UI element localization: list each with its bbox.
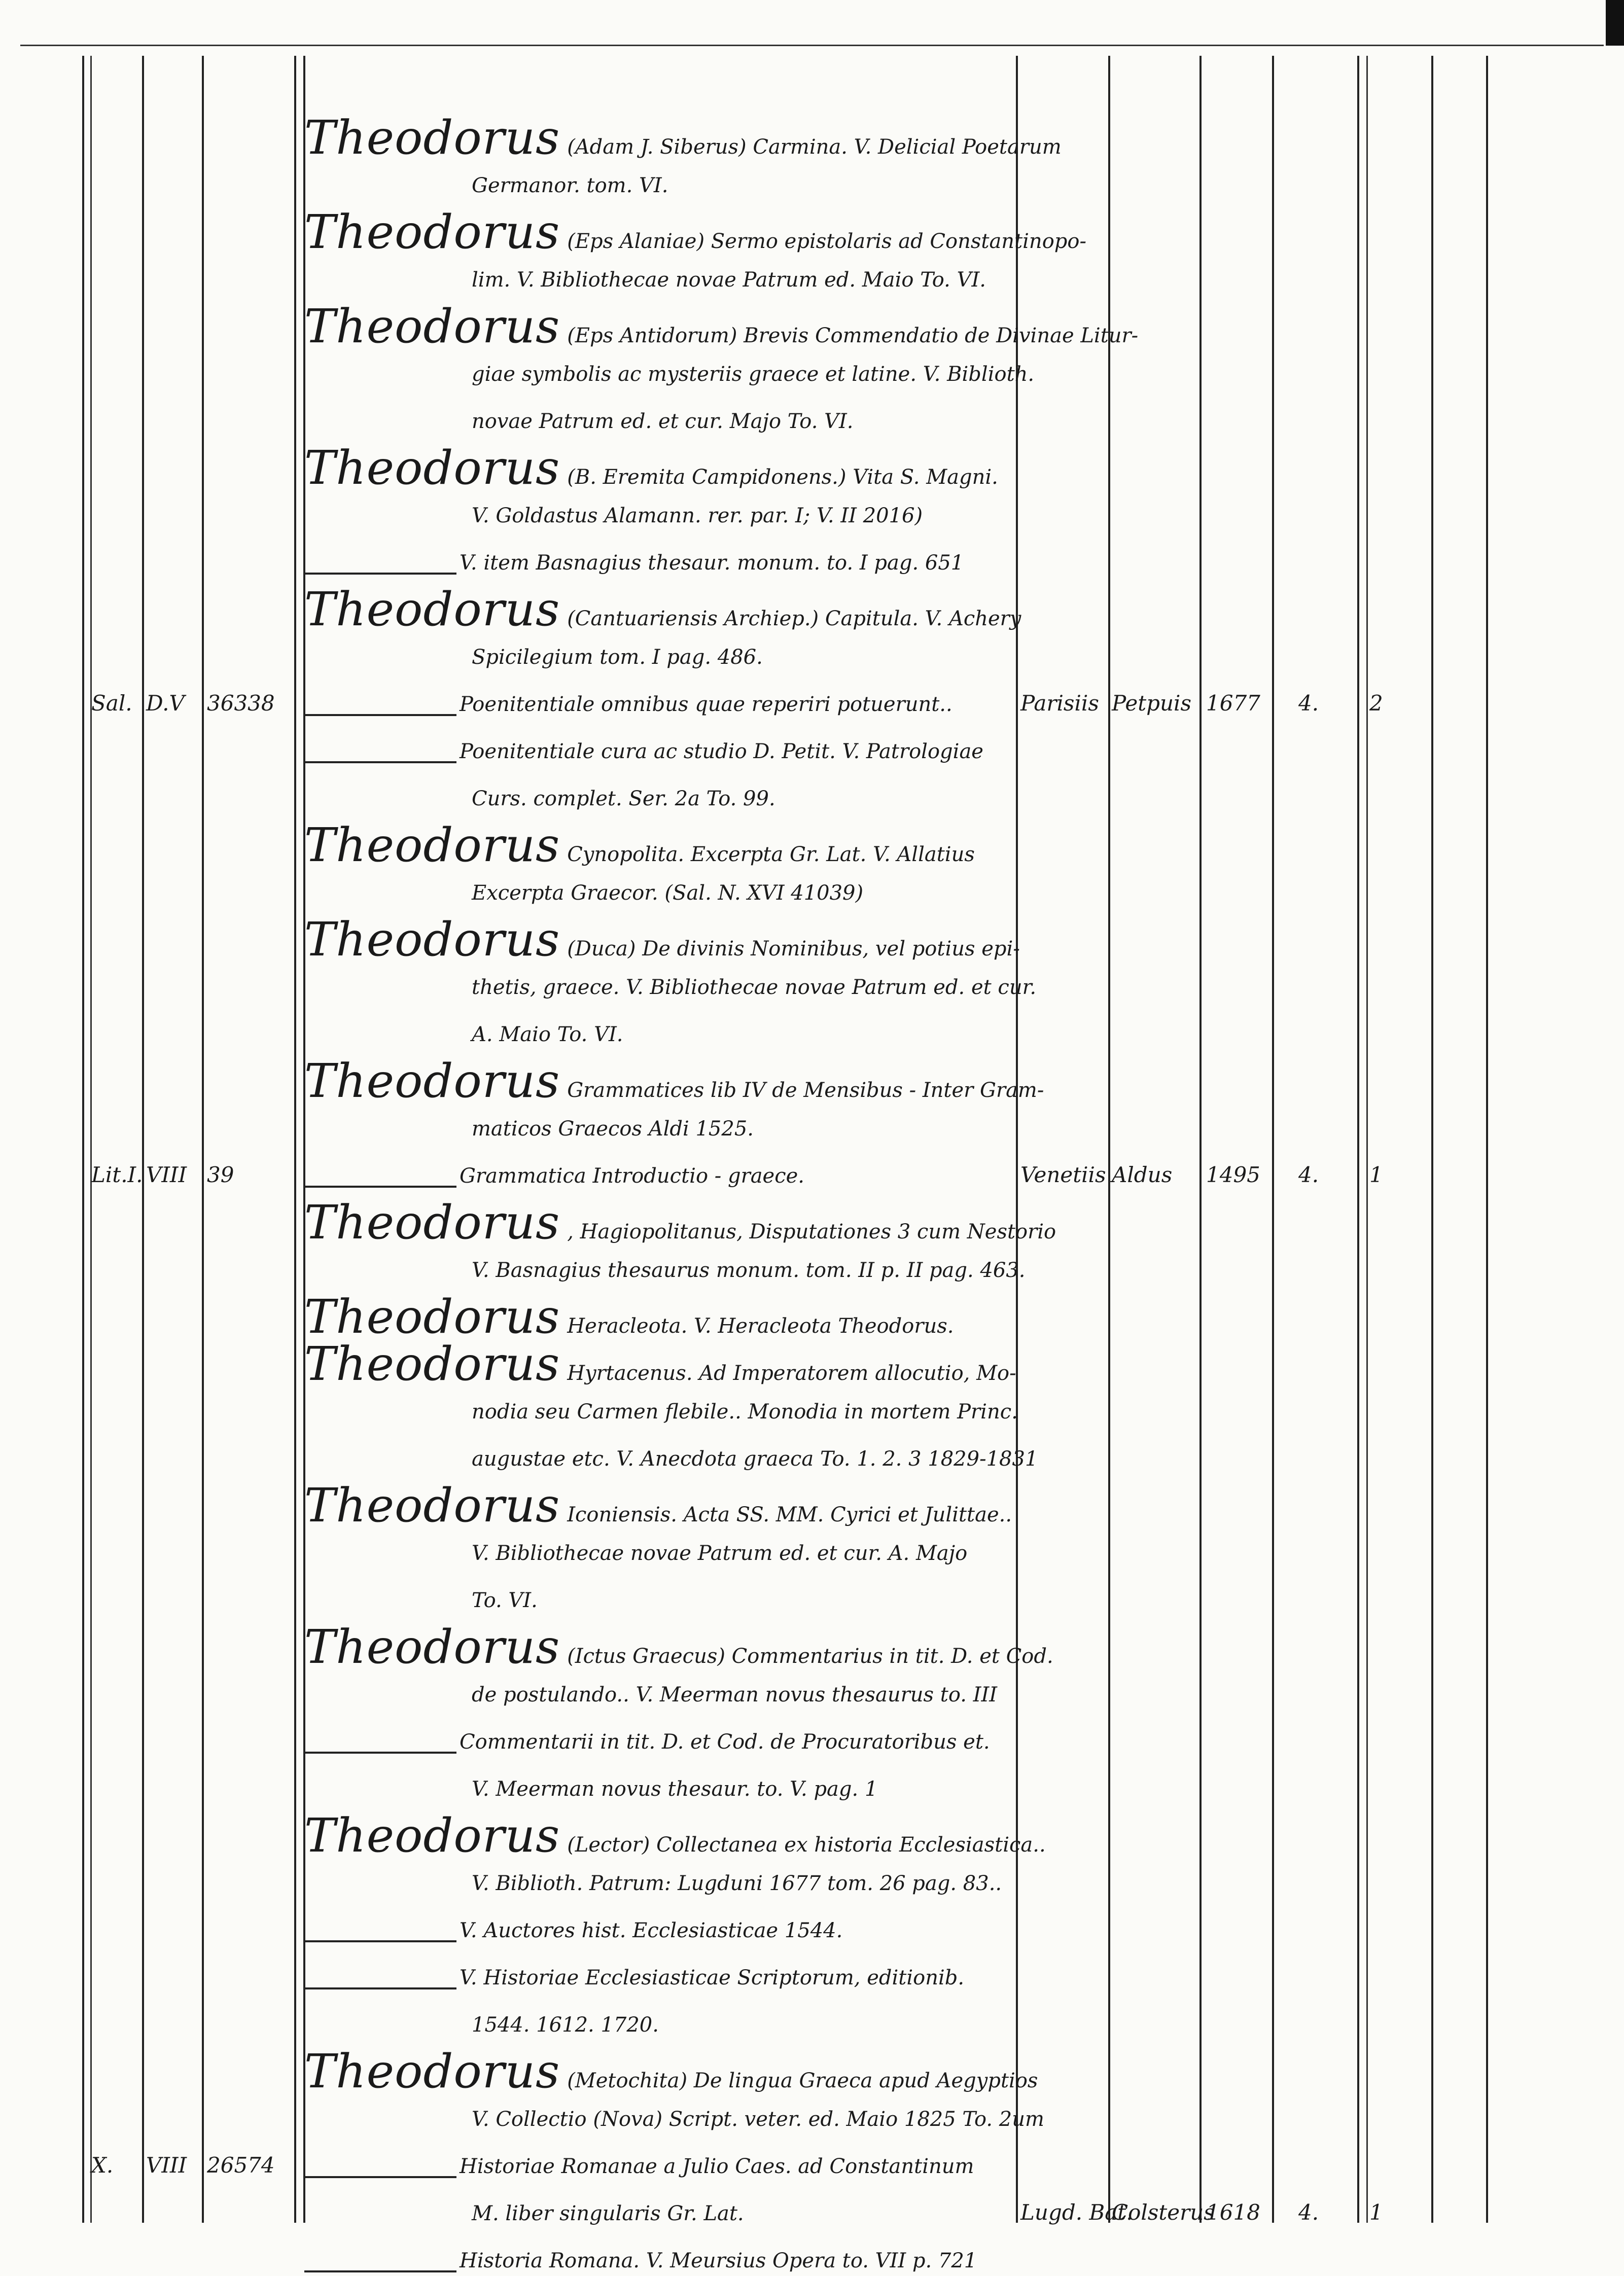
entry-text: Grammatica Introductio - graece. (460, 1164, 804, 1188)
entry-text: (Cantuariensis Archiep.) Capitula. V. Achery (567, 607, 1021, 630)
entry-heading: Theodorus (304, 1337, 560, 1391)
catalog-entry (0, 1946, 1624, 1993)
entry-heading: Theodorus (304, 818, 560, 872)
catalog-entry (0, 295, 1624, 353)
catalog-entry (0, 1663, 1624, 1710)
catalog-entry (0, 2182, 1624, 2229)
entry-text-line (304, 1117, 1182, 1141)
catalog-entry (0, 2087, 1624, 2135)
entry-text-line (304, 2013, 1182, 2037)
entry-text: V. item Basnagius thesaur. monum. to. I pag. 651 (460, 551, 964, 575)
catalog-entry (0, 2229, 1624, 2276)
entry-text: Historiae Romanae a Julio Caes. ad Constantinum (460, 2155, 974, 2178)
entry-text-line (304, 646, 1182, 669)
entry-text: A. Maio To. VI. (472, 1023, 623, 1046)
entry-text: novae Patrum ed. et cur. Majo To. VI. (472, 410, 854, 433)
catalog-entry (0, 625, 1624, 672)
catalog-entry (0, 1899, 1624, 1946)
entry-text: V. Basnagius thesaurus monum. tom. II p. II pag. 463. (472, 1259, 1026, 1282)
cell-copies: 1 (1369, 2200, 1383, 2225)
entry-heading: Theodorus (304, 1195, 560, 1250)
entry-text: V. Historiae Ecclesiasticae Scriptorum, editionib. (460, 1966, 965, 1989)
catalog-entry (0, 531, 1624, 578)
entry-text-line (304, 174, 1182, 197)
catalog-entry (0, 1333, 1624, 1391)
catalog-entry (0, 1144, 1624, 1191)
entry-text-line (304, 740, 1014, 763)
cell-printer: Petpuis (1112, 691, 1192, 716)
catalog-entry (0, 814, 1624, 872)
entry-heading: Theodorus (304, 1478, 560, 1533)
entry-text: V. Biblioth. Patrum: Lugduni 1677 tom. 26 pag. 83.. (472, 1872, 1002, 1895)
entry-text: Commentarii in tit. D. et Cod. de Procuratoribus et. (460, 1730, 990, 1754)
entry-text-line (304, 881, 1182, 905)
entry-text-line (304, 1683, 1182, 1706)
entry-heading: Theodorus (304, 912, 560, 967)
entry-text-line (304, 693, 1014, 716)
entry-text-line (304, 551, 1014, 575)
page-edge-mark (1606, 0, 1624, 46)
entry-text-line (304, 2108, 1182, 2131)
entry-text-line (304, 1164, 1014, 1188)
catalog-entry (0, 2135, 1624, 2182)
cell-format: 4. (1298, 1162, 1319, 1187)
catalog-entry (0, 1238, 1624, 1286)
ditto-dash (304, 1751, 456, 1754)
ditto-dash (304, 761, 456, 763)
cell-printer: Aldus (1112, 1162, 1173, 1187)
entry-text-line (304, 504, 1182, 527)
entry-text: 1544. 1612. 1720. (472, 2013, 659, 2037)
entry-text-line (304, 1872, 1182, 1895)
entry-text: Historia Romana. V. Meursius Opera to. VII p. 721 (460, 2249, 977, 2272)
cell-shelf3: 36338 (207, 691, 275, 716)
catalog-entry (0, 201, 1624, 259)
entry-text: Poenitentiale cura ac studio D. Petit. V. Patrologiae (460, 740, 983, 763)
ditto-dash (304, 2270, 456, 2272)
catalog-entry (0, 767, 1624, 814)
catalog-entry (0, 1616, 1624, 1674)
entry-text: Germanor. tom. VI. (472, 174, 668, 197)
cell-shelf1: Lit.I. (91, 1162, 143, 1187)
catalog-entry (0, 672, 1624, 720)
entry-text: nodia seu Carmen flebile.. Monodia in mortem Princ. (472, 1400, 1018, 1424)
entry-text: Hyrtacenus. Ad Imperatorem allocutio, Mo- (567, 1362, 1016, 1385)
catalog-entry (0, 1191, 1624, 1250)
catalog-entry (0, 1993, 1624, 2040)
catalog-entry (0, 1757, 1624, 1804)
cell-printer: Colsterus (1112, 2200, 1215, 2225)
top-rule (20, 45, 1604, 46)
entry-text-line (304, 976, 1182, 999)
catalog-entry (0, 1804, 1624, 1863)
ditto-dash (304, 572, 456, 575)
catalog-entry (0, 248, 1624, 295)
entry-text: (Adam J. Siberus) Carmina. V. Delicial Poetarum (567, 135, 1062, 159)
entry-heading: Theodorus (304, 111, 560, 165)
cell-shelf2: VIII (146, 1162, 187, 1187)
catalog-entry (0, 1380, 1624, 1427)
catalog-entry (0, 484, 1624, 531)
catalog-entry (0, 106, 1624, 165)
cell-shelf1: X. (91, 2153, 114, 2178)
entry-text-line (304, 1259, 1182, 1282)
entry-text-line (304, 410, 1182, 433)
entry-text: (Eps Alaniae) Sermo epistolaris ad Constantinopo- (567, 230, 1086, 253)
entry-text: Spicilegium tom. I pag. 486. (472, 646, 763, 669)
entry-text: Iconiensis. Acta SS. MM. Cyrici et Julittae.. (567, 1503, 1012, 1526)
entry-text: Excerpta Graecor. (Sal. N. XVI 41039) (472, 881, 864, 905)
cell-place: Venetiis (1020, 1162, 1106, 1187)
cell-shelf1: Sal. (91, 691, 132, 716)
entry-text: giae symbolis ac mysteriis graece et latine. V. Biblioth. (472, 363, 1035, 386)
catalog-entry (0, 1852, 1624, 1899)
entry-text-line (304, 2249, 1014, 2272)
catalog-entry (0, 1569, 1624, 1616)
cell-shelf3: 39 (207, 1162, 234, 1187)
cell-place: Lugd. Bat. (1020, 2200, 1133, 2225)
entry-text: To. VI. (472, 1589, 538, 1612)
ditto-dash (304, 1987, 456, 1989)
entry-heading: Theodorus (304, 1054, 560, 1108)
entry-text: V. Meerman novus thesaur. to. V. pag. 1 (472, 1777, 878, 1801)
entry-text-line (304, 268, 1182, 292)
cell-year: 1677 (1206, 691, 1260, 716)
ditto-dash (304, 714, 456, 716)
entry-text: V. Goldastus Alamann. rer. par. I; V. II 2016) (472, 504, 923, 527)
ditto-dash (304, 2176, 456, 2178)
cell-format: 4. (1298, 2200, 1319, 2225)
catalog-entry (0, 154, 1624, 201)
catalog-entry (0, 578, 1624, 636)
cell-year: 1495 (1206, 1162, 1260, 1187)
cell-shelf3: 26574 (207, 2153, 275, 2178)
entry-text-line (304, 787, 1182, 810)
catalog-entry (0, 389, 1624, 437)
entry-heading: Theodorus (304, 1290, 560, 1344)
cell-shelf2: D.V (146, 691, 185, 716)
entry-text-line (304, 1400, 1182, 1424)
cell-place: Parisiis (1020, 691, 1099, 716)
entry-text-line (304, 1919, 1014, 1942)
catalog-entry (0, 342, 1624, 389)
entry-text-line (304, 1023, 1182, 1046)
catalog-entry (0, 1521, 1624, 1569)
entry-text: maticos Graecos Aldi 1525. (472, 1117, 754, 1141)
entry-text-line (304, 1447, 1182, 1471)
entry-heading: Theodorus (304, 299, 560, 353)
entry-text: Curs. complet. Ser. 2a To. 99. (472, 787, 775, 810)
entry-text-line (304, 1966, 1014, 1989)
cell-copies: 1 (1369, 1162, 1383, 1187)
entry-text-line (304, 363, 1182, 386)
entry-heading: Theodorus (304, 1620, 560, 1674)
entry-text-line (304, 1777, 1182, 1801)
entry-text: Poenitentiale omnibus quae reperiri potuerunt.. (460, 693, 952, 716)
catalog-entry (0, 1710, 1624, 1757)
entry-text-line (304, 1730, 1014, 1754)
catalog-entry (0, 437, 1624, 495)
entry-text: M. liber singularis Gr. Lat. (472, 2202, 744, 2225)
entry-text: thetis, graece. V. Bibliothecae novae Patrum ed. et cur. (472, 976, 1037, 999)
entry-text: (Lector) Collectanea ex historia Ecclesiastica.. (567, 1833, 1046, 1857)
catalog-entry (0, 1427, 1624, 1474)
catalog-entry (0, 1050, 1624, 1108)
entry-text-line (304, 1589, 1182, 1612)
entry-text: V. Collectio (Nova) Script. veter. ed. Maio 1825 To. 2um (472, 2108, 1044, 2131)
cell-year: 1618 (1206, 2200, 1260, 2225)
entry-text: lim. V. Bibliothecae novae Patrum ed. Maio To. VI. (472, 268, 986, 292)
entry-text: (Duca) De divinis Nominibus, vel potius epi- (567, 937, 1020, 961)
entry-text-line (304, 2155, 1014, 2178)
entry-text: V. Auctores hist. Ecclesiasticae 1544. (460, 1919, 843, 1942)
cell-shelf2: VIII (146, 2153, 187, 2178)
entry-text: (Metochita) De lingua Graeca apud Aegyptios (567, 2069, 1038, 2092)
catalog-entry (0, 1474, 1624, 1533)
entry-text: de postulando.. V. Meerman novus thesaurus to. III (472, 1683, 998, 1706)
entry-heading: Theodorus (304, 2044, 560, 2099)
catalog-entry (0, 1003, 1624, 1050)
catalog-entry (0, 861, 1624, 908)
entry-text: Grammatices lib IV de Mensibus - Inter Gram- (567, 1079, 1044, 1102)
entry-heading: Theodorus (304, 441, 560, 495)
entry-heading: Theodorus (304, 205, 560, 259)
catalog-entry (0, 908, 1624, 967)
entry-text: V. Bibliothecae novae Patrum ed. et cur. A. Majo (472, 1542, 968, 1565)
catalog-entry (0, 1286, 1624, 1344)
entry-text: (Eps Antidorum) Brevis Commendatio de Divinae Litur- (567, 324, 1139, 347)
entry-text-line (304, 1542, 1182, 1565)
entry-heading: Theodorus (304, 582, 560, 636)
entry-heading: Theodorus (304, 1808, 560, 1863)
catalog-entry (0, 720, 1624, 767)
catalog-entry (0, 2040, 1624, 2099)
entry-text: , Hagiopolitanus, Disputationes 3 cum Nestorio (567, 1220, 1056, 1243)
entry-text: (B. Eremita Campidonens.) Vita S. Magni. (567, 466, 998, 489)
entry-text: Cynopolita. Excerpta Gr. Lat. V. Allatius (567, 843, 975, 866)
ditto-dash (304, 1185, 456, 1188)
ditto-dash (304, 1940, 456, 1942)
entry-text: (Ictus Graecus) Commentarius in tit. D. et Cod. (567, 1645, 1053, 1668)
cell-format: 4. (1298, 691, 1319, 716)
entry-text: Heracleota. V. Heracleota Theodorus. (567, 1314, 954, 1338)
catalog-entry (0, 1097, 1624, 1144)
catalog-entry (0, 955, 1624, 1003)
entry-text: augustae etc. V. Anecdota graeca To. 1. 2. 3 1829-1831 (472, 1447, 1038, 1471)
cell-copies: 2 (1369, 691, 1383, 716)
